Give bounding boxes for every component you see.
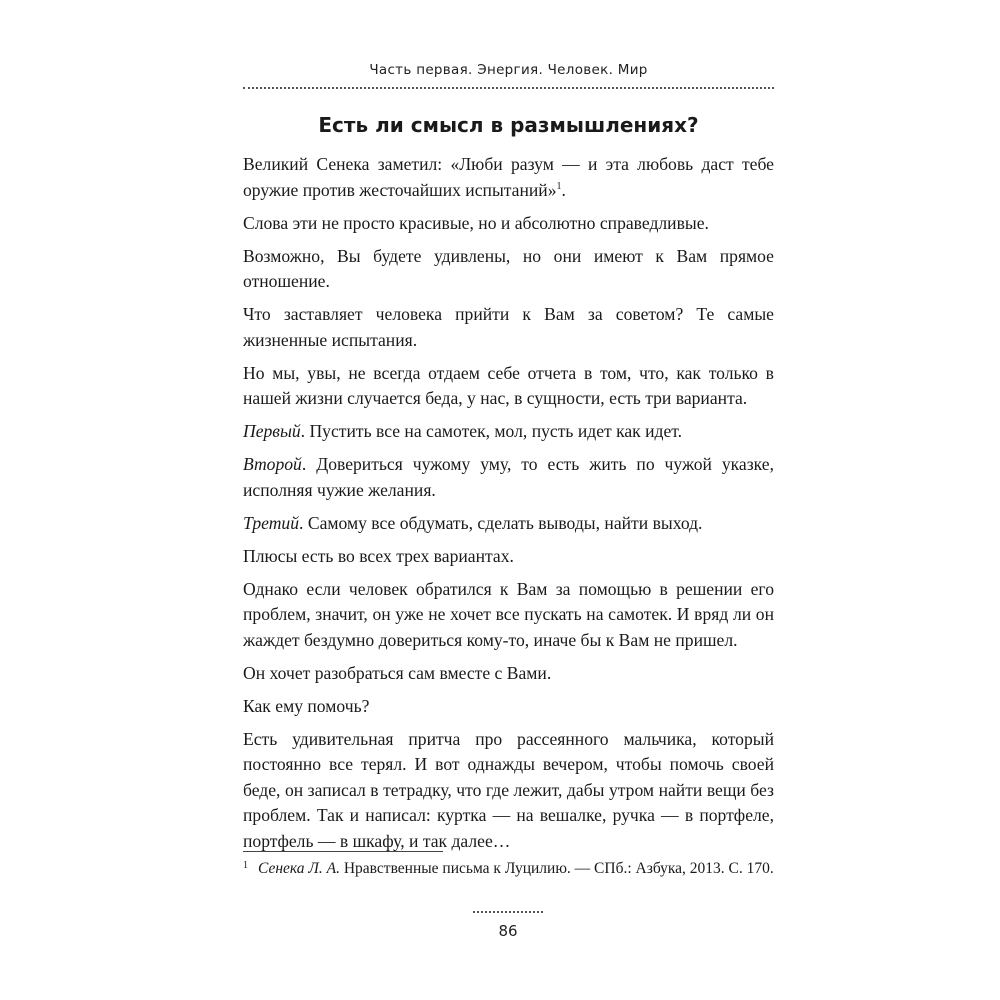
footnote-author: Сенека Л. А. — [258, 860, 340, 877]
option-label: Первый — [243, 421, 301, 441]
option-label: Второй — [243, 454, 302, 474]
paragraph — [243, 152, 774, 203]
footnote-rule — [243, 851, 443, 852]
footnote-mark: 1 — [243, 860, 248, 871]
paragraph: Плюсы есть во всех трех вариантах. — [243, 545, 514, 566]
footnote — [243, 857, 774, 880]
chapter-title: Есть ли смысл в размышлениях? — [318, 113, 699, 137]
footnote-reference: 1 — [556, 180, 562, 192]
paragraph-text-end: . — [561, 179, 566, 200]
paragraph: Он хочет разобраться сам вместе с Вами. — [243, 662, 552, 683]
paragraph: Однако если человек обратился к Вам за помощью в решении его проблем, значит, он уже не хочет все пускать на самотек. И вряд ли он жаждет бездумно довериться кому-то, иначе бы к Вам не пришел. — [243, 578, 774, 650]
paragraph: Есть удивительная притча про рассеянного мальчика, который постоянно все терял. И вот однажды вечером, чтобы помочь своей беде, он записал в тетрадку, что где лежит, дабы утром найти вещи без проблем. Так и написал: куртка — на вешалке, ручка — в портфеле, портфель — в шкафу, и так далее… — [243, 728, 774, 851]
page-number: 86 — [498, 922, 518, 940]
paragraph-text: . Самому все обдумать, сделать выводы, найти выход. — [299, 512, 703, 533]
footer-dotted-rule — [473, 911, 543, 913]
paragraph-text: . Пустить все на самотек, мол, пусть идет как идет. — [300, 421, 683, 441]
paragraph — [243, 452, 774, 503]
paragraph: Как ему помочь? — [243, 695, 370, 716]
header-dotted-rule — [243, 87, 774, 89]
option-label: Третий — [243, 512, 300, 533]
paragraph: Слова эти не просто красивые, но и абсолютно справедливые. — [243, 212, 709, 233]
paragraph: Но мы, увы, не всегда отдаем себе отчета в том, что, как только в нашей жизни случается беда, у нас, в сущности, есть три варианта. — [243, 362, 774, 408]
paragraph — [243, 511, 774, 537]
body-text — [243, 152, 774, 862]
paragraph: Что заставляет человека прийти к Вам за советом? Те самые жизненные испытания. — [243, 304, 774, 350]
paragraph: Возможно, Вы будете удивлены, но они имеют к Вам прямое отношение. — [243, 245, 774, 291]
footnote-source: Нравственные письма к Луцилию. — СПб.: Азбука, 2013. С. 170. — [339, 860, 774, 877]
paragraph-text: Великий Сенека заметил: «Люби разум — и эта любовь даст тебе оружие против жесточайших испытаний» — [243, 154, 774, 200]
paragraph — [243, 419, 774, 445]
paragraph-text: . Довериться чужому уму, то есть жить по чужой указке, исполняя чужие желания. — [243, 454, 774, 500]
footnote-text — [258, 857, 774, 880]
running-head: Часть первая. Энергия. Человек. Мир — [369, 62, 648, 78]
